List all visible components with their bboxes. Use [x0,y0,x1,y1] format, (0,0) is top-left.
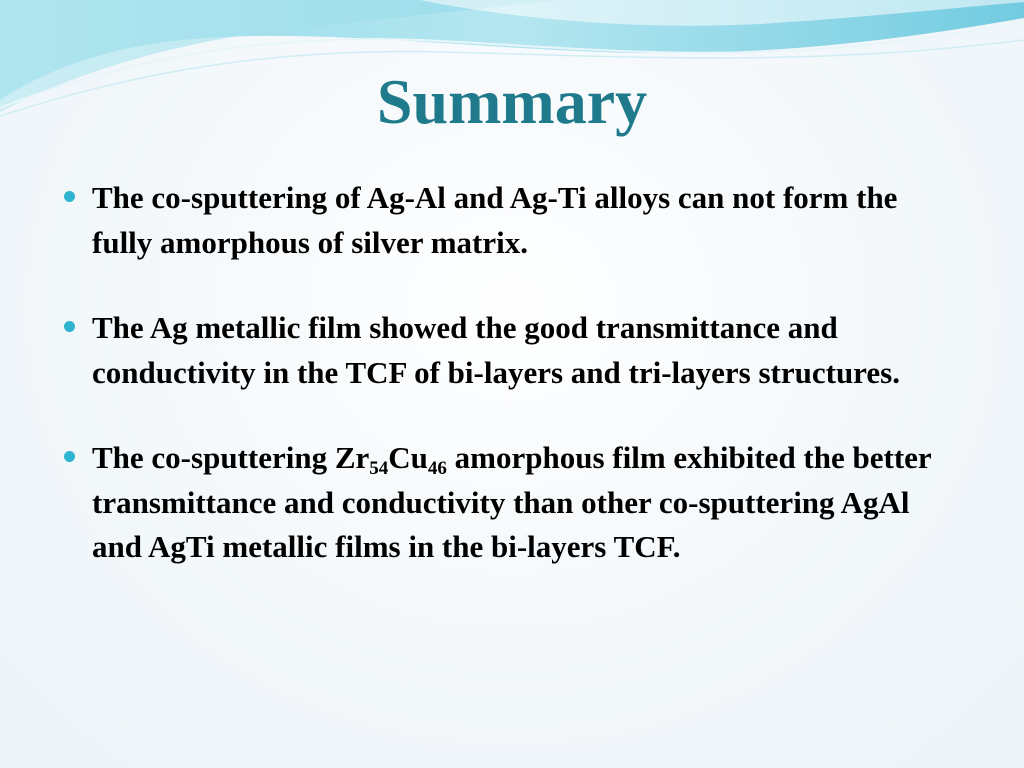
bullet-item-1 [62,176,962,265]
bullet-text-part: Cu [388,440,428,475]
subscript: 54 [369,458,389,479]
bullet-text: The co-sputtering of Ag-Al and Ag-Ti alloys can not form the fully amorphous of silver matrix. [92,180,898,260]
bullet-text-part: amorphous film exhibited the better transmittance and conductivity than other co-sputtering AgAl and AgTi metallic films in the bi-layers TCF. [92,440,932,564]
bullet-text-part: The co-sputtering Zr [92,440,370,475]
bullet-text: The Ag metallic film showed the good transmittance and conductivity in the TCF of bi-layers and tri-layers structures. [92,310,900,390]
bullet-item-2 [62,306,962,395]
slide-title: Summary [376,66,648,137]
bullet-icon [64,191,75,202]
subscript: 46 [427,458,447,479]
bullet-icon [64,321,75,332]
bullet-icon [64,451,75,462]
bullet-item-3 [62,436,962,570]
summary-bullet-list [62,176,962,611]
